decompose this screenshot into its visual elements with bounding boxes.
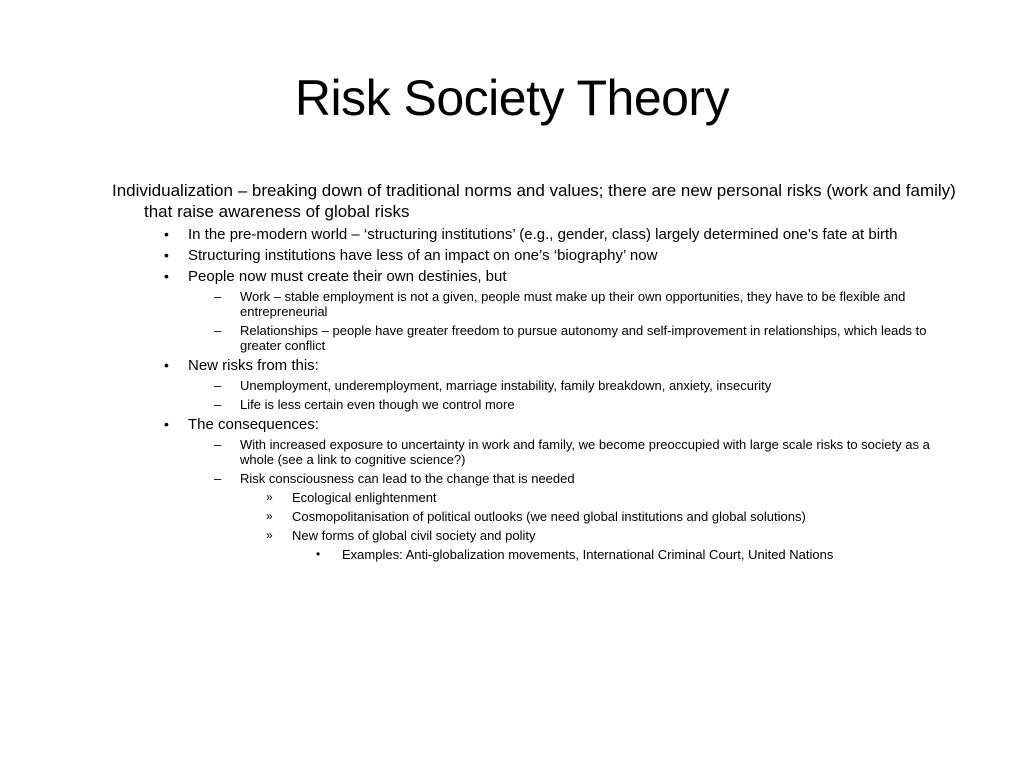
level5-bullet-text: Examples: Anti-globalization movements, International Criminal Court, United Nations [342, 547, 834, 562]
sub-sub-bullet-item [264, 509, 962, 524]
sub-sub-bullet-text: Cosmopolitanisation of political outlooks (we need global institutions and global solutions) [292, 509, 806, 524]
sub-bullet-item [212, 397, 962, 412]
sub-sub-bullet-item [264, 490, 962, 505]
dash-marker: – [214, 289, 222, 304]
bullet-text: The consequences: [188, 416, 319, 433]
sub-bullet-text: Unemployment, underemployment, marriage instability, family breakdown, anxiety, insecurity [240, 378, 772, 393]
bullet-item [160, 226, 962, 243]
dash-marker: – [214, 378, 222, 393]
bullet-text: Structuring institutions have less of an impact on one’s ‘biography’ now [188, 247, 658, 264]
sub-bullet-text: Work – stable employment is not a given, people must make up their own opportunities, they have to be flexible and entrepreneurial [240, 289, 906, 319]
bullet-item [160, 268, 962, 285]
bullet-marker: • [316, 547, 321, 561]
dash-marker: – [214, 471, 222, 486]
sub-bullet-text: Relationships – people have greater freedom to pursue autonomy and self-improvement in relationships, which leads to greater conflict [240, 323, 927, 353]
sub-bullet-item [212, 437, 962, 467]
dash-marker: – [214, 397, 222, 412]
sub-bullet-item [212, 471, 962, 486]
sub-sub-bullet-text: Ecological enlightenment [292, 490, 437, 505]
bullet-item [160, 357, 962, 374]
bullet-marker: • [164, 416, 169, 432]
dash-marker: – [214, 437, 222, 452]
chevron-marker: » [266, 509, 273, 523]
level5-bullet-item [314, 547, 962, 562]
bullet-text: New risks from this: [188, 357, 319, 374]
bullet-text: In the pre-modern world – ‘structuring institutions’ (e.g., gender, class) largely determined one’s fate at birth [188, 226, 898, 243]
sub-bullet-item [212, 289, 962, 319]
sub-sub-bullet-text: New forms of global civil society and polity [292, 528, 536, 543]
sub-bullet-item [212, 378, 962, 393]
sub-bullet-item [212, 323, 962, 353]
intro-paragraph: Individualization – breaking down of traditional norms and values; there are new personal risks (work and family) that raise awareness of global risks [112, 181, 956, 221]
bullet-marker: • [164, 226, 169, 242]
sub-sub-bullet-item [264, 528, 962, 543]
bullet-marker: • [164, 268, 169, 284]
slide-title: Risk Society Theory [294, 70, 730, 126]
sub-bullet-text: With increased exposure to uncertainty in work and family, we become preoccupied with large scale risks to society as a whole (see a link to cognitive science?) [240, 437, 930, 467]
slide-body [112, 180, 962, 562]
bullet-item [160, 247, 962, 264]
bullet-item [160, 416, 962, 433]
sub-bullet-text: Risk consciousness can lead to the change that is needed [240, 471, 575, 486]
chevron-marker: » [266, 528, 273, 542]
bullet-marker: • [164, 247, 169, 263]
bullet-text: People now must create their own destinies, but [188, 268, 507, 285]
sub-bullet-text: Life is less certain even though we control more [240, 397, 515, 412]
chevron-marker: » [266, 490, 273, 504]
bullet-marker: • [164, 357, 169, 373]
dash-marker: – [214, 323, 222, 338]
